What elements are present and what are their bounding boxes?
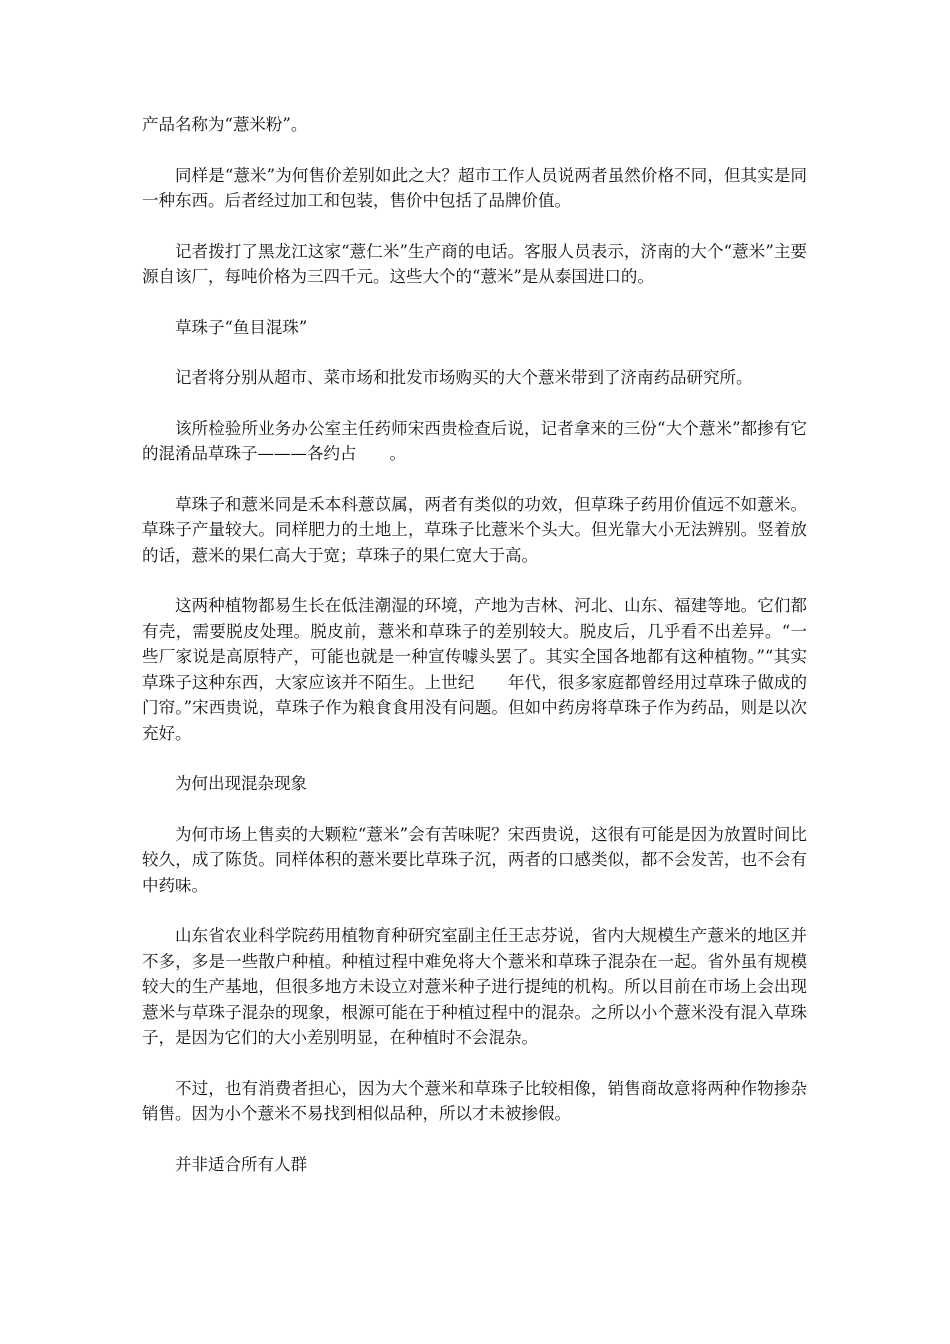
paragraph-bitter-taste: 为何市场上售卖的大颗粒“薏米”会有苦味呢？宋西贵说，这很有可能是因为放置时间比较久，成了陈货。同样体积的薏米要比草珠子沉，两者的口感类似，都不会发苦，也不会有中药味。 (142, 824, 807, 895)
paragraph-consumer-concern: 不过，也有消费者担心，因为大个薏米和草珠子比较相像，销售商故意将两种作物掺杂销售。因为小个薏米不易找到相似品种，所以才未被掺假。 (142, 1078, 807, 1123)
paragraph-growing-environment: 这两种植物都易生长在低洼潮湿的环境，产地为吉林、河北、山东、福建等地。它们都有壳，需要脱皮处理。脱皮前，薏米和草珠子的差别较大。脱皮后，几乎看不出差异。“一些厂家说是高原特产，可能也就是一种宣传噱头罢了。其实全国各地都有这种植物。”“其实草珠子这种东西，大家应该并不陌生。上世纪 年代，很多家庭都曾经用过草珠子做成的门帘。”宋西贵说，草珠子作为粮食食用没有问题。但如中药房将草珠子作为药品，则是以次充好。 (142, 596, 807, 743)
paragraph-inspection-result: 该所检验所业务办公室主任药师宋西贵检查后说，记者拿来的三份“大个薏米”都掺有它的混淆品草珠子———各约占 。 (142, 418, 807, 463)
paragraph-price-difference: 同样是“薏米”为何售价差别如此之大？超市工作人员说两者虽然价格不同，但其实是同一种东西。后者经过加工和包装，售价中包括了品牌价值。 (142, 165, 807, 210)
section-heading-mixing: 为何出现混杂现象 (175, 774, 307, 793)
paragraph-product-name: 产品名称为“薏米粉”。 (142, 115, 308, 134)
document-body (142, 112, 807, 1202)
section-heading-not-for-all: 并非适合所有人群 (175, 1154, 307, 1174)
section-heading-caozhuzi: 草珠子“鱼目混珠” (175, 317, 308, 337)
paragraph-plant-comparison: 草珠子和薏米同是禾本科薏苡属，两者有类似的功效，但草珠子药用价值远不如薏米。草珠子产量较大。同样肥力的土地上，草珠子比薏米个头大。但光靠大小无法辨别。竖着放的话，薏米的果仁高大于宽；草珠子的果仁宽大于高。 (142, 494, 807, 565)
paragraph-manufacturer-call: 记者拨打了黑龙江这家“薏仁米”生产商的电话。客服人员表示，济南的大个“薏米”主要源自该厂，每吨价格为三四千元。这些大个的“薏米”是从泰国进口的。 (142, 241, 807, 286)
paragraph-expert-opinion: 山东省农业科学院药用植物育种研究室副主任王志芬说，省内大规模生产薏米的地区并不多，多是一些散户种植。种植过程中难免将大个薏米和草珠子混杂在一起。省外虽有规模较大的生产基地，但很多地方未设立对薏米种子进行提纯的机构。所以目前在市场上会出现薏米与草珠子混杂的现象，根源可能在于种植过程中的混杂。之所以小个薏米没有混入草珠子，是因为它们的大小差别明显，在种植时不会混杂。 (142, 926, 807, 1047)
paragraph-lab-visit: 记者将分别从超市、菜市场和批发市场购买的大个薏米带到了济南药品研究所。 (175, 368, 753, 387)
